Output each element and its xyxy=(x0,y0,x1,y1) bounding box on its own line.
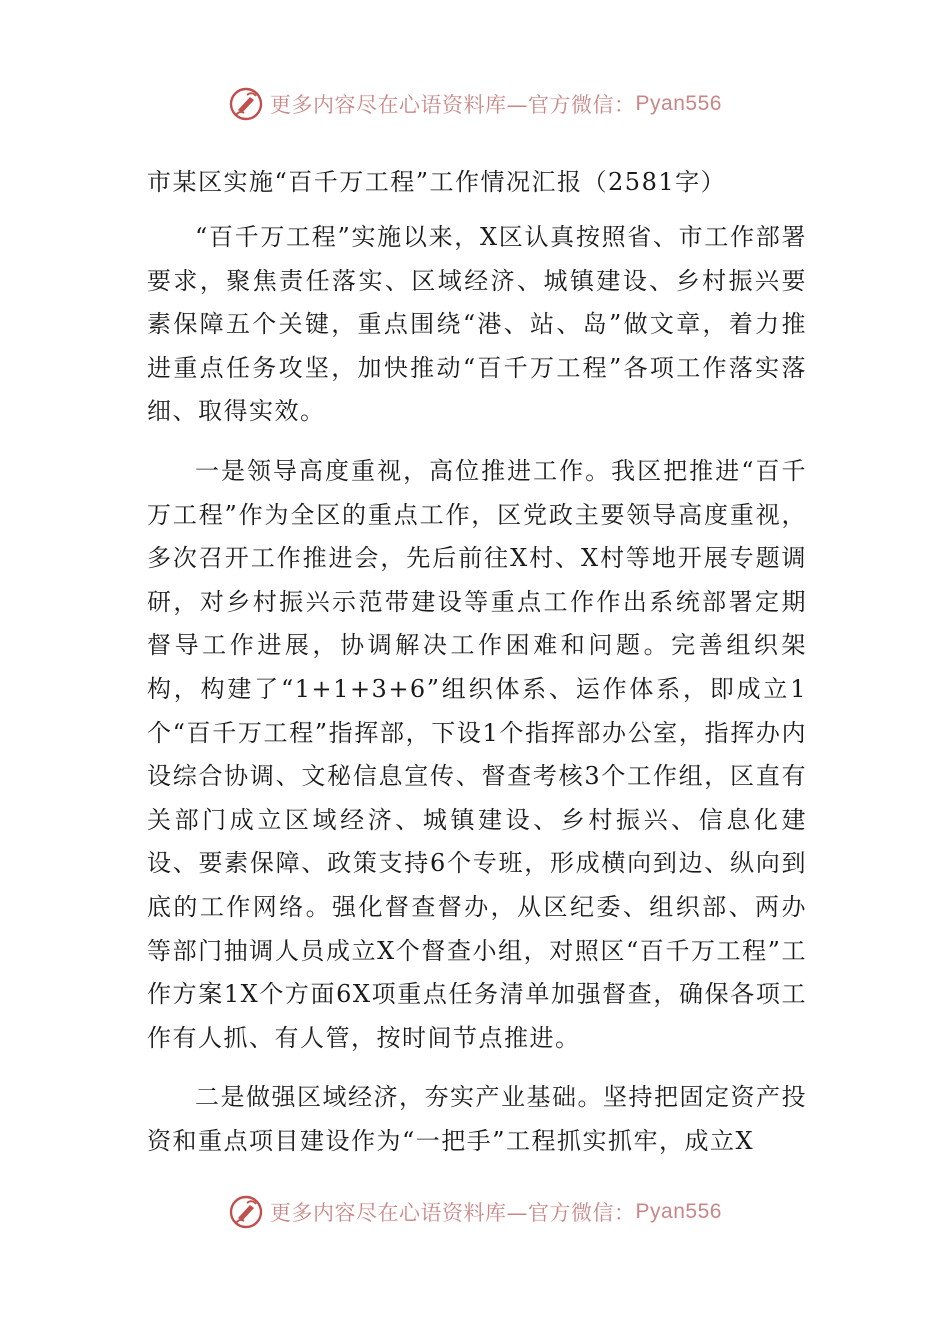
paragraph-point-one: 一是领导高度重视，高位推进工作。我区把推进“百千万工程”作为全区的重点工作，区党政主要领导高度重视，多次召开工作推进会，先后前往X村、X村等地开展专题调研，对乡村振兴示范带建设等重点工作作出系统部署定期督导工作进展，协调解决工作困难和问题。完善组织架构，构建了“1+1+3+6”组织体系、运作体系，即成立1个“百千万工程”指挥部，下设1个指挥部办公室，指挥办内设综合协调、文秘信息宣传、督查考核3个工作组，区直有关部门成立区域经济、城镇建设、乡村振兴、信息化建设、要素保障、政策支持6个专班，形成横向到边、纵向到底的工作网络。强化督查督办，从区纪委、组织部、两办等部门抽调人员成立X个督查小组，对照区“百千万工程”工作方案1X个方面6X项重点任务清单加强督查，确保各项工作有人抓、有人管，按时间节点推进。 xyxy=(147,456,807,1052)
footer-banner xyxy=(0,1192,950,1232)
banner-wechat-id: Pyan556 xyxy=(635,1200,722,1223)
banner-wechat-id: Pyan556 xyxy=(635,92,722,115)
hand-writing-pen-logo-icon xyxy=(228,1194,264,1230)
header-banner xyxy=(0,84,950,124)
hand-writing-pen-logo-icon xyxy=(228,86,264,122)
paragraph-point-two: 二是做强区域经济，夯实产业基础。坚持把固定资产投资和重点项目建设作为“一把手”工程抓实抓牢，成立X xyxy=(147,1083,807,1155)
banner-text: 更多内容尽在心语资料库—官方微信： xyxy=(270,1201,636,1225)
banner-text: 更多内容尽在心语资料库—官方微信： xyxy=(270,93,636,117)
paragraph-intro: “百千万工程”实施以来，X区认真按照省、市工作部署要求，聚焦责任落实、区域经济、城镇建设、乡村振兴要素保障五个关键，重点围绕“港、站、岛”做文章，着力推进重点任务攻坚，加快推动“百千万工程”各项工作落实落细、取得实效。 xyxy=(147,223,807,426)
document-body xyxy=(147,160,807,1179)
document-title: 市某区实施“百千万工程”工作情况汇报（2581字） xyxy=(147,168,727,196)
